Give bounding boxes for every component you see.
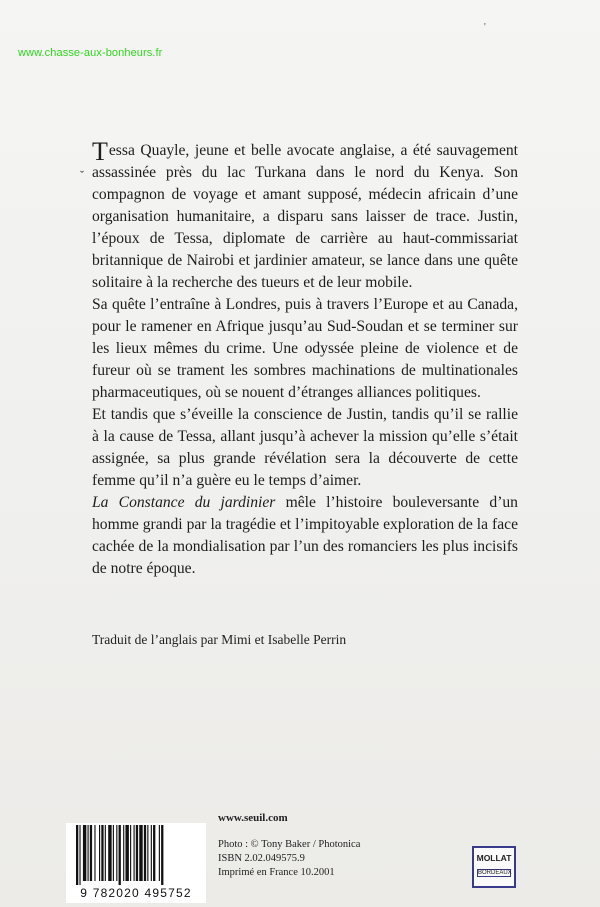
print-mark: ' — [484, 22, 486, 33]
barcode — [66, 823, 206, 903]
blurb-paragraph-3: Et tandis que s’éveille la conscience de Justin, tandis qu’il se rallie à la cause de Tessa, allant jusqu’à achever la mission qu’elle s’était assignée, sa plus grande révélation sera la découverte de cette femme qu’il n’a guère eu le temps d’aimer. — [92, 406, 518, 489]
drop-cap: T — [92, 137, 108, 166]
blurb-text — [92, 137, 518, 580]
publisher-website: www.seuil.com — [218, 812, 288, 824]
translator-credit: Traduit de l’anglais par Mimi et Isabelle Perrin — [92, 632, 347, 647]
photo-credit: Photo : © Tony Baker / Photonica — [218, 839, 361, 850]
watermark-url: www.chasse-aux-bonheurs.fr — [18, 47, 163, 59]
barcode-bars — [66, 823, 206, 887]
blurb-paragraph-4: La Constance du jardinier mêle l’histoire bouleversante d’un homme grandi par la tragédie et l’impitoyable exploration de la face cachée de la mondialisation par l’un des romanciers les plus incisifs de notre époque. — [92, 494, 518, 577]
margin-mark: ˇ — [80, 168, 84, 182]
blurb-paragraph-2: Sa quête l’entraîne à Londres, puis à travers l’Europe et au Canada, pour le ramener en Afrique jusqu’au Sud-Soudan et se terminer sur les lieux mêmes du crime. Une odyssée pleine de violence et de fureur où se trament les sombres machinations de multinationales pharmaceutiques, où se nouent d’étranges alliances politiques. — [92, 296, 518, 401]
barcode-number: 9 782020 495752 — [80, 886, 192, 900]
credits-block — [218, 838, 360, 880]
isbn: ISBN 2.02.049575.9 — [218, 853, 305, 864]
sticker-line-2: BORDEAUX — [478, 870, 512, 876]
sticker-line-1: MOLLAT — [476, 853, 512, 863]
bookseller-sticker — [472, 846, 516, 888]
blurb-paragraph-1: Tessa Quayle, jeune et belle avocate anglaise, a été sauvagement assassinée près du lac Turkana dans le nord du Kenya. Son compagnon de voyage et amant supposé, médecin africain d’une organisation humanitaire, a disparu sans laisser de trace. Justin, l’époux de Tessa, diplomate de carrière au haut-commissariat britannique de Nairobi et jardinier amateur, se lance dans une quête solitaire à la recherche des tueurs et de leur mobile. — [92, 137, 518, 291]
printed-in: Imprimé en France 10.2001 — [218, 867, 335, 878]
book-title-italic: La Constance du jardinier — [92, 494, 276, 511]
